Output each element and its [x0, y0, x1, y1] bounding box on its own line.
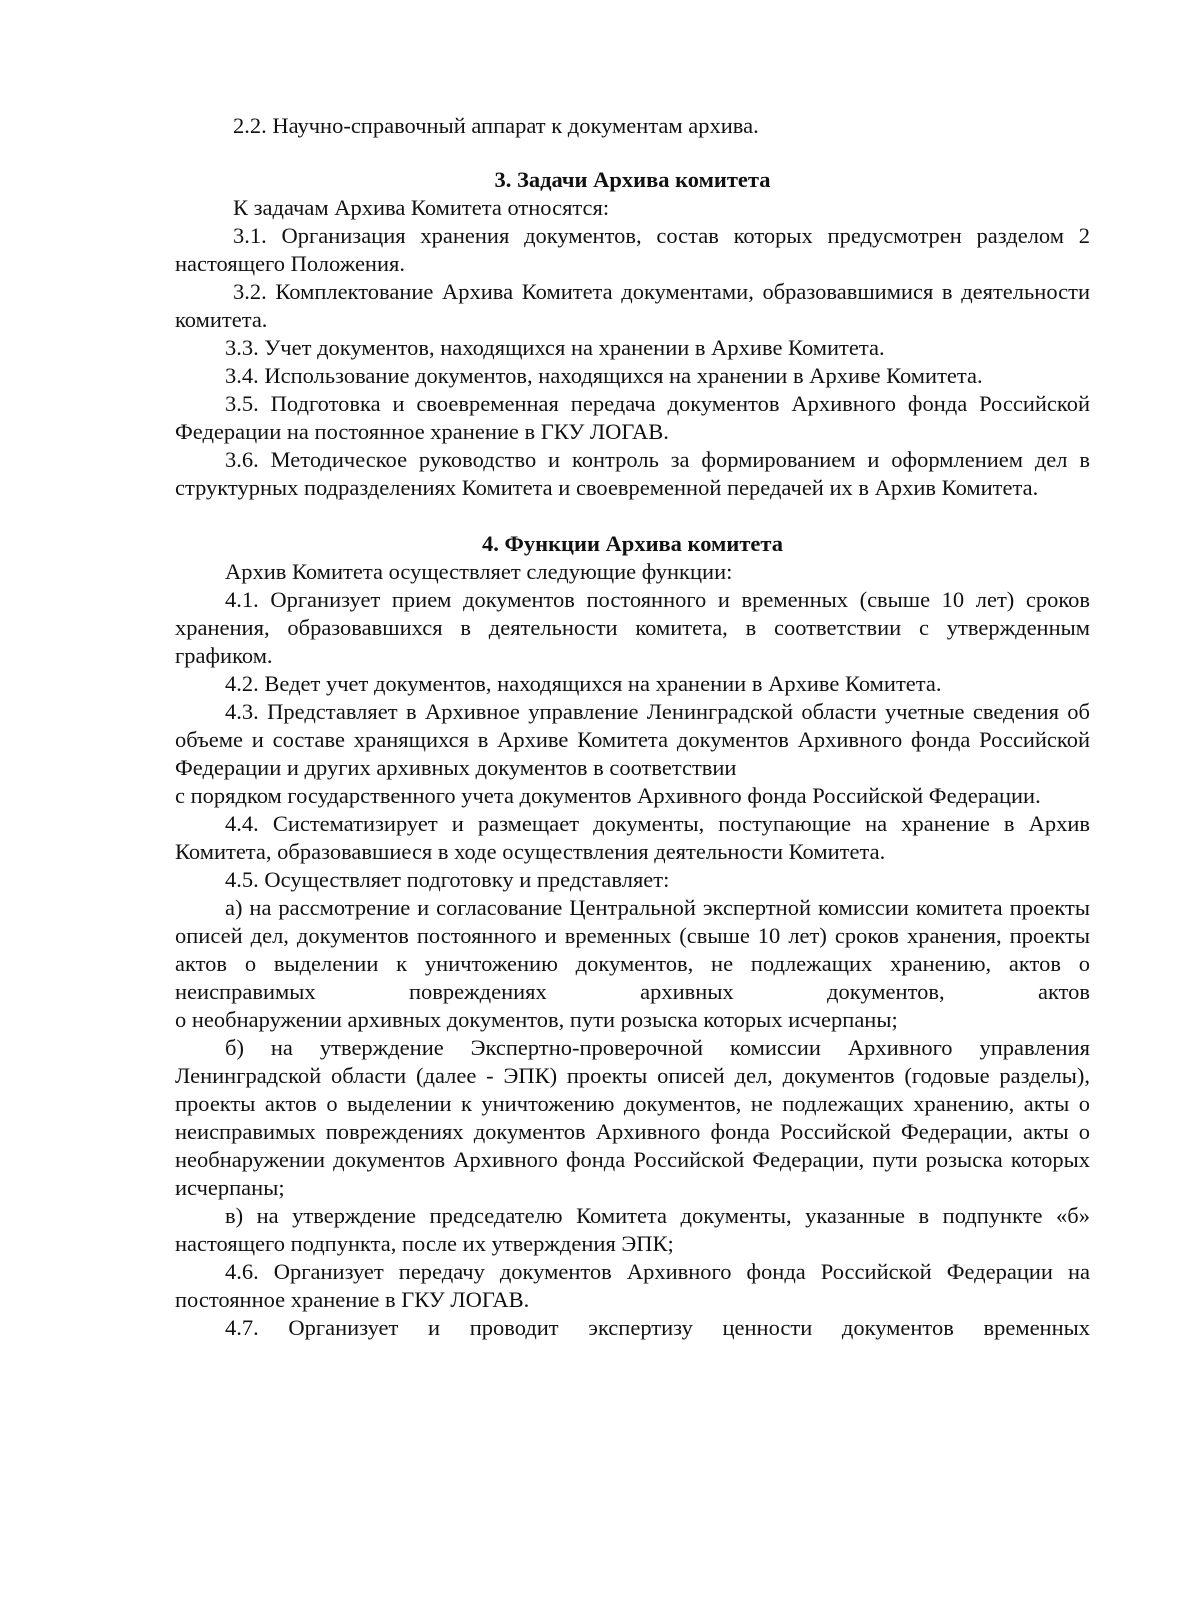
- paragraph-4-5-a: а) на рассмотрение и согласование Центральной экспертной комиссии комитета проекты описей дел, документов постоянного и временных (свыше 10 лет) сроков хранения, проекты актов о выделении к уничтожению документов, не подлежащих хранению, актов о неисправимых повреждениях архивных документов, актов: [175, 895, 1090, 1004]
- paragraph-2-2: 2.2. Научно-справочный аппарат к документам архива.: [233, 113, 759, 138]
- paragraph-4-2: 4.2. Ведет учет документов, находящихся на хранении в Архиве Комитета.: [225, 671, 942, 696]
- paragraph-4-3: 4.3. Представляет в Архивное управление Ленинградской области учетные сведения об объеме и составе хранящихся в Архиве Комитета документов Архивного фонда Российской Федерации и других архивных документов в соответствии: [175, 699, 1090, 780]
- paragraph-3-6: 3.6. Методическое руководство и контроль за формированием и оформлением дел в структурных подразделениях Комитета и своевременной передачей их в Архив Комитета.: [175, 447, 1090, 500]
- paragraph-4-5: 4.5. Осуществляет подготовку и представляет:: [225, 867, 670, 892]
- paragraph-4-3-continued: с порядком государственного учета документов Архивного фонда Российской Федерации.: [175, 783, 1041, 808]
- paragraph-4-1: 4.1. Организует прием документов постоянного и временных (свыше 10 лет) сроков хранения, образовавшихся в деятельности комитета, в соответствии с утвержденным графиком.: [175, 587, 1090, 668]
- paragraph-4-5-a-continued: о необнаружении архивных документов, пути розыска которых исчерпаны;: [175, 1007, 898, 1032]
- paragraph-3-3: 3.3. Учет документов, находящихся на хранении в Архиве Комитета.: [225, 335, 885, 360]
- paragraph-4-4: 4.4. Систематизирует и размещает документы, поступающие на хранение в Архив Комитета, образовавшиеся в ходе осуществления деятельности Комитета.: [175, 811, 1090, 864]
- paragraph-3-4: 3.4. Использование документов, находящихся на хранении в Архиве Комитета.: [225, 363, 983, 388]
- document-body: [175, 112, 1090, 1342]
- paragraph-4-7: 4.7. Организует и проводит экспертизу ценности документов временных: [225, 1315, 1090, 1340]
- paragraph-4-5-b: б) на утверждение Экспертно-проверочной комиссии Архивного управления Ленинградской области (далее - ЭПК) проекты описей дел, документов (годовые разделы), проекты актов о выделении к уничтожению документов, не подлежащих хранению, акты о неисправимых повреждениях документов Архивного фонда Российской Федерации, акты о необнаружении документов Архивного фонда Российской Федерации, пути розыска которых исчерпаны;: [175, 1035, 1090, 1200]
- section-3-intro: К задачам Архива Комитета относятся:: [233, 195, 610, 220]
- paragraph-4-6: 4.6. Организует передачу документов Архивного фонда Российской Федерации на постоянное хранение в ГКУ ЛОГАВ.: [175, 1259, 1090, 1312]
- paragraph-3-5: 3.5. Подготовка и своевременная передача документов Архивного фонда Российской Федерации на постоянное хранение в ГКУ ЛОГАВ.: [175, 391, 1090, 444]
- section-4-intro: Архив Комитета осуществляет следующие функции:: [225, 559, 733, 584]
- section-4-heading: 4. Функции Архива комитета: [482, 531, 783, 556]
- paragraph-3-1: 3.1. Организация хранения документов, состав которых предусмотрен разделом 2 настоящего Положения.: [175, 223, 1090, 276]
- section-3-heading: 3. Задачи Архива комитета: [494, 167, 771, 192]
- paragraph-3-2: 3.2. Комплектование Архива Комитета документами, образовавшимися в деятельности комитета.: [175, 279, 1090, 332]
- paragraph-4-5-c: в) на утверждение председателю Комитета документы, указанные в подпункте «б» настоящего подпункта, после их утверждения ЭПК;: [175, 1203, 1090, 1256]
